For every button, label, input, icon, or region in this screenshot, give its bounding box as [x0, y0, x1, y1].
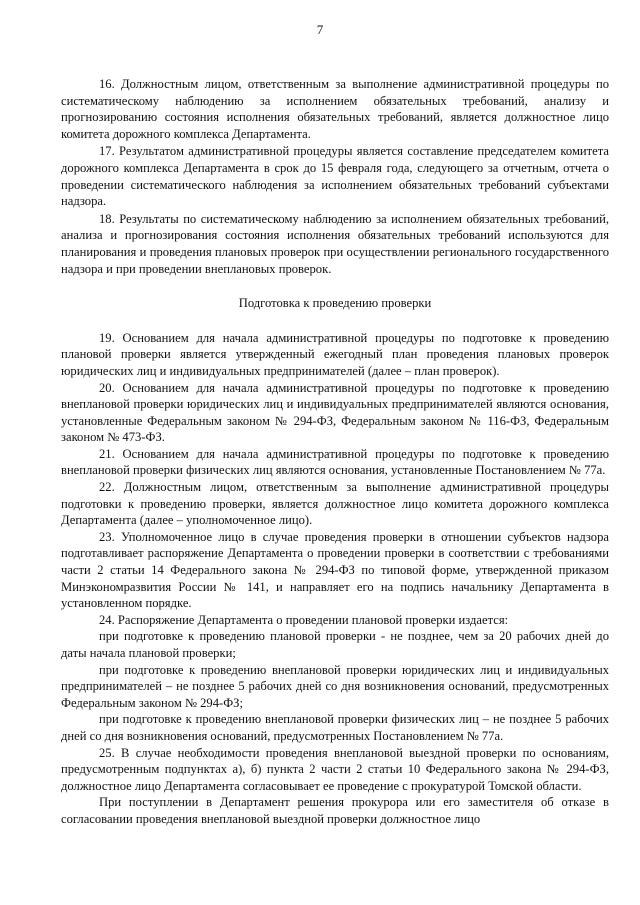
paragraph-22: 22. Должностным лицом, ответственным за выполнение административной процедуры подготовки к проведению проверки, является должностное лицо комитета дорожного комплекса Департамента (далее – уполномоченное лицо).: [61, 480, 609, 528]
section-heading: Подготовка к проведению проверки: [238, 296, 432, 311]
paragraph-19: 19. Основанием для начала административной процедуры по подготовке к проведению плановой проверки является утвержденный ежегодный план проведения плановых проверок юридических лиц и индивидуальных предпринимателей (далее – план проверок).: [61, 330, 609, 378]
paragraph-21: 21. Основанием для начала административной процедуры по подготовке к проведению внеплановой проверки физических лиц являются основания, установленные Постановлением № 77а.: [61, 446, 609, 478]
paragraph-24: 24. Распоряжение Департамента о проведении плановой проверки издается:: [99, 612, 509, 627]
document-body: [61, 76, 609, 828]
paragraph-20: 20. Основанием для начала административной процедуры по подготовке к проведению внеплановой проверки юридических лиц и индивидуальных предпринимателей являются основания, установленные Федеральным законом № 294-ФЗ, Федеральным законом № 116-ФЗ, Федеральным законом № 473-ФЗ.: [61, 380, 609, 445]
paragraph-24-item-unplanned-individuals: при подготовке к проведению внеплановой проверки физических лиц – не позднее 5 рабочих дней со дня возникновения оснований, предусмотренных Постановлением № 77а.: [61, 712, 609, 743]
paragraph-24-item-planned: при подготовке к проведению плановой проверки - не позднее, чем за 20 рабочих дней до даты начала плановой проверки;: [61, 629, 609, 660]
paragraph-25: 25. В случае необходимости проведения внеплановой выездной проверки по основаниям, предусмотренным подпунктах а), б) пункта 2 части 2 статьи 10 Федерального закона № 294-ФЗ, должностное лицо Департамента согласовывает ее проведение с прокуратурой Томской области.: [61, 745, 609, 793]
paragraph-16: 16. Должностным лицом, ответственным за выполнение административной процедуры по систематическому наблюдению за исполнением обязательных требований, анализу и прогнозированию состояния исполнения обязательных требований, является должностное лицо комитета дорожного комплекса Департамента.: [61, 77, 609, 141]
paragraph-23: 23. Уполномоченное лицо в случае проведения проверки в отношении субъектов надзора подготавливает распоряжение Департамента о проведении проверки в соответствии с требованиями части 2 статьи 14 Федерального закона № 294-ФЗ по типовой форме, утвержденной приказом Минэкономразвития России № 141, и направляет его на подпись начальнику Департамента в установленном порядке.: [61, 529, 609, 611]
paragraph-25-continuation: При поступлении в Департамент решения прокурора или его заместителя об отказе в согласовании проведения внеплановой выездной проверки должностное лицо: [61, 795, 609, 826]
paragraph-17: 17. Результатом административной процедуры является составление председателем комитета дорожного комплекса Департамента в срок до 15 февраля года, следующего за отчетным, отчета о проведении систематического наблюдения за исполнением обязательных требований субъектами надзора.: [61, 144, 609, 209]
page-number: 7: [316, 22, 324, 37]
paragraph-24-item-unplanned-legal: при подготовке к проведению внеплановой проверки юридических лиц и индивидуальных предпринимателей – не позднее 5 рабочих дней со дня возникновения оснований, предусмотренных Федеральным законом № 294-ФЗ;: [61, 662, 609, 710]
paragraph-18: 18. Результаты по систематическому наблюдению за исполнением обязательных требований, анализа и прогнозирования состояния исполнения обязательных требований используются для планирования и проведения плановых проверок при осуществлении регионального государственного надзора и при проведении внеплановых проверок.: [61, 211, 609, 276]
